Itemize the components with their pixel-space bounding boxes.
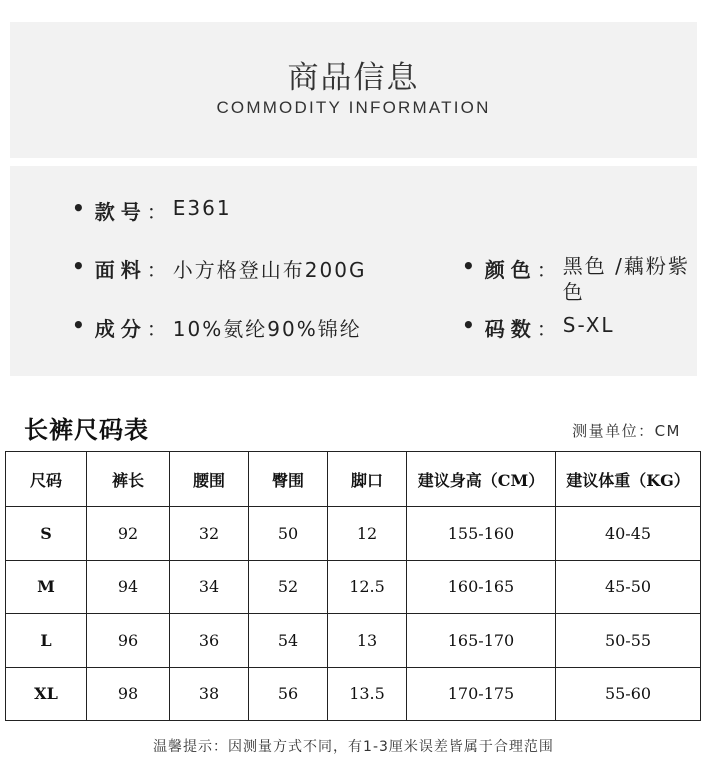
info-label: 款号 [94, 200, 147, 224]
info-colon: ： [146, 258, 169, 282]
info-composition [72, 313, 362, 342]
table-cell: 12 [328, 507, 407, 560]
table-cell: L [6, 614, 87, 667]
unit-note: 测量单位：CM [572, 422, 681, 440]
table-cell: 98 [87, 667, 170, 720]
table-cell: 36 [170, 614, 249, 667]
footer-note: 温馨提示：因测量方式不同，有1-3厘米误差皆属于合理范围 [153, 739, 554, 755]
info-value: 小方格登山布200G [172, 258, 367, 282]
table-header-cell: 建议体重（KG） [556, 452, 701, 507]
table-header-cell: 裤长 [87, 452, 170, 507]
info-panel [10, 166, 697, 376]
info-colon: ： [536, 258, 559, 282]
table-cell: 54 [249, 614, 328, 667]
table-header-cell: 建议身高（CM） [407, 452, 556, 507]
info-value: 黑色 /藕粉紫色 [562, 254, 690, 304]
bullet: • [462, 313, 477, 337]
table-cell: 160-165 [407, 560, 556, 613]
info-label: 面料 [94, 258, 147, 282]
table-cell: 12.5 [328, 560, 407, 613]
table-row [6, 667, 701, 720]
bullet: • [72, 254, 87, 278]
table-cell: 50 [249, 507, 328, 560]
table-cell: 45-50 [556, 560, 701, 613]
table-cell: 94 [87, 560, 170, 613]
info-colon: ： [536, 317, 559, 341]
info-style-number [72, 196, 232, 225]
table-cell: 96 [87, 614, 170, 667]
table-header-cell: 尺码 [6, 452, 87, 507]
size-chart-title: 长裤尺码表 [24, 416, 149, 444]
info-label: 码数 [484, 317, 537, 341]
bullet: • [462, 254, 477, 278]
size-table [5, 451, 701, 721]
table-cell: 170-175 [407, 667, 556, 720]
info-colon: ： [146, 317, 169, 341]
info-colon: ： [146, 200, 169, 224]
table-cell: 34 [170, 560, 249, 613]
info-fabric [72, 254, 366, 283]
info-label: 成分 [94, 317, 147, 341]
bullet: • [72, 313, 87, 337]
info-value: 10%氨纶90%锦纶 [172, 317, 362, 341]
info-value: E361 [172, 196, 232, 220]
table-cell: 52 [249, 560, 328, 613]
table-header-cell: 臀围 [249, 452, 328, 507]
table-cell: 165-170 [407, 614, 556, 667]
table-cell: 13.5 [328, 667, 407, 720]
table-row [6, 507, 701, 560]
table-cell: 92 [87, 507, 170, 560]
page-subtitle: COMMODITY INFORMATION [216, 98, 491, 117]
bullet: • [72, 196, 87, 220]
table-row [6, 560, 701, 613]
table-cell: 55-60 [556, 667, 701, 720]
table-cell: 32 [170, 507, 249, 560]
table-header-cell: 腰围 [170, 452, 249, 507]
table-cell: S [6, 507, 87, 560]
table-header-row [6, 452, 701, 507]
table-cell: 40-45 [556, 507, 701, 560]
table-cell: XL [6, 667, 87, 720]
info-value: S-XL [562, 313, 615, 337]
table-cell: 13 [328, 614, 407, 667]
table-cell: 56 [249, 667, 328, 720]
table-header-cell: 脚口 [328, 452, 407, 507]
table-cell: 155-160 [407, 507, 556, 560]
info-color [462, 254, 703, 305]
table-cell: 50-55 [556, 614, 701, 667]
page-title: 商品信息 [287, 60, 420, 96]
header-panel [10, 22, 697, 158]
info-label: 颜色 [484, 258, 537, 282]
table-cell: 38 [170, 667, 249, 720]
table-row [6, 614, 701, 667]
info-sizes [462, 313, 615, 342]
table-cell: M [6, 560, 87, 613]
